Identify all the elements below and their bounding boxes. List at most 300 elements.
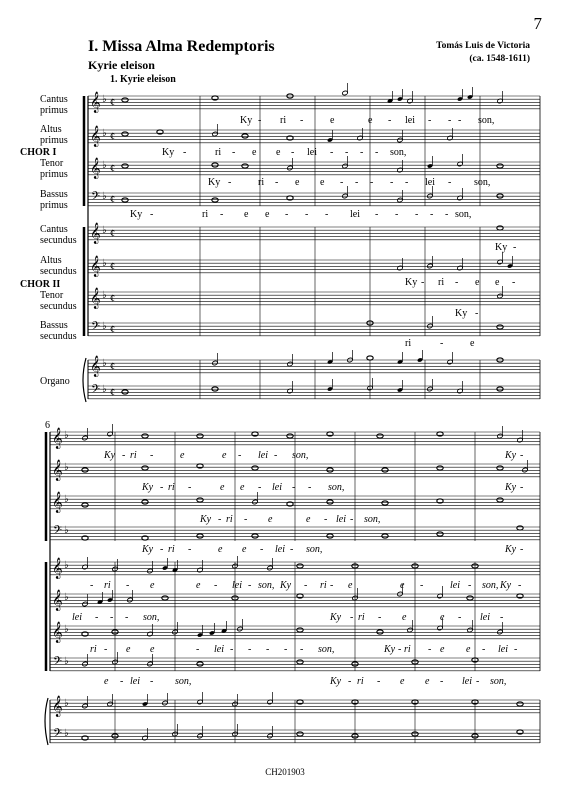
lyric-syllable: - [350,612,354,623]
lyric-syllable: e [400,676,405,687]
key-signature-flat: ♭ [64,430,69,441]
lyric-syllable: e [368,115,373,126]
lyric-syllable: - [244,514,248,525]
lyric-syllable: - [292,482,296,493]
note-whole [382,534,388,538]
lyric-syllable: - [448,115,452,126]
lyric-syllable: ri [404,644,411,655]
lyric-syllable: e [276,147,281,158]
staff-system1-organ-bass [88,386,540,399]
lyric-syllable: ri [226,514,233,525]
lyric-syllable: son, [455,209,472,220]
lyric-syllable: lei [275,544,285,555]
lyric-syllable: - [284,644,288,655]
staff-system1-voice-2 [88,130,540,143]
note-whole [142,466,148,470]
lyric-syllable: - [428,115,432,126]
lyric-syllable: - [238,450,242,461]
voice-label-tenor-secundus: Tenor secundus [40,290,77,312]
lyric-syllable: ri [405,338,412,349]
lyric-syllable: lei [214,644,224,655]
lyric-syllable: Ky [455,308,468,319]
lyric-syllable: - [458,612,462,623]
note-whole [297,628,303,632]
lyric-syllable: e [348,580,353,591]
lyric-syllable: - [258,482,262,493]
note-whole [497,164,503,168]
lyric-syllable: ri [168,544,175,555]
lyric-syllable: - [445,209,449,220]
key-signature-flat: ♭ [102,225,107,236]
lyric-syllable: - [355,177,359,188]
note-whole [212,198,218,202]
lyric-syllable: ri [320,580,327,591]
lyric-syllable: ri [258,177,265,188]
composer-name: Tomás Luis de Victoria [436,41,530,51]
measure-number: 6 [45,420,50,431]
lyric-syllable: son, [482,580,499,591]
lyric-syllable: lei [462,676,472,687]
lyric-syllable: e [440,644,445,655]
lyric-syllable: - [330,147,334,158]
lyric-syllable: e [220,482,225,493]
lyric-syllable: e [425,676,430,687]
lyric-syllable: Ky [142,482,154,493]
time-signature: ¢ [110,261,115,273]
time-signature: ¢ [110,387,115,399]
lyric-syllable: son, [175,676,192,687]
lyric-syllable: ri [202,209,209,220]
lyric-syllable: Ky [505,544,517,555]
lyric-syllable: Ky [240,115,253,126]
treble-clef-icon: 𝄞 [90,126,101,147]
note-whole [252,534,258,538]
lyric-syllable: lei [232,580,242,591]
key-signature-flat: ♭ [102,258,107,269]
lyric-syllable: Ky [142,544,154,555]
lyric-syllable: lei [272,482,282,493]
lyric-syllable: - [291,147,295,158]
treble-clef-icon: 𝄞 [90,158,101,179]
lyric-syllable: - [375,147,379,158]
lyric-syllable: - [150,209,154,220]
lyric-syllable: - [120,676,124,687]
note-whole [367,356,373,360]
lyric-syllable: - [90,580,94,591]
lyric-syllable: lei [480,612,490,623]
note-whole [142,500,148,504]
staff-system1-voice-1 [88,96,540,109]
lyric-syllable: ri [280,115,287,126]
staff-system1-voice-3 [88,162,540,175]
key-signature-flat: ♭ [64,525,69,536]
note-whole [242,134,248,138]
lyric-syllable: son, [328,482,345,493]
lyric-syllable: - [476,676,480,687]
note-whole [297,660,303,664]
lyric-syllable: e [466,644,471,655]
lyric-syllable: Ky [130,209,143,220]
time-signature: ¢ [110,194,115,206]
time-signature: ¢ [110,361,115,373]
lyric-syllable: ri [438,277,445,288]
voice-label-tenor-primus: Tenor primus [40,158,68,180]
staff-system1-voice-4 [88,193,540,206]
lyric-syllable: - [125,612,129,623]
lyric-syllable: e [330,115,335,126]
note-whole [467,596,473,600]
lyric-syllable: - [248,580,252,591]
lyric-syllable: son, [258,580,275,591]
lyric-syllable: - [330,580,334,591]
lyric-syllable: e [222,450,227,461]
lyric-syllable: - [398,644,402,655]
lyric-syllable: - [160,482,164,493]
treble-clef-icon: 𝄞 [52,492,63,513]
lyric-syllable: Ky [200,514,212,525]
note-whole [142,434,148,438]
bass-clef-icon: 𝄢 [91,383,101,399]
lyric-syllable: Ky [505,482,517,493]
lyric-syllable: son, [490,676,507,687]
lyric-syllable: - [340,177,344,188]
treble-clef-icon: 𝄞 [52,558,63,579]
key-signature-flat: ♭ [64,462,69,473]
lyric-syllable: Ky [104,450,116,461]
lyric-syllable: - [375,209,379,220]
lyric-syllable: ri [358,612,365,623]
key-signature-flat: ♭ [102,358,107,369]
key-signature-flat: ♭ [64,624,69,635]
lyric-syllable: - [520,482,524,493]
treble-clef-icon: 𝄞 [52,696,63,717]
note-whole [327,534,333,538]
note-whole [497,325,503,329]
lyric-syllable: - [183,147,187,158]
lyric-syllable: lei [130,676,140,687]
lyric-syllable: son, [292,450,309,461]
lyric-syllable: e [242,544,247,555]
lyric-syllable: ri [130,450,137,461]
lyric-syllable: Ky [330,676,342,687]
lyric-syllable: - [188,482,192,493]
lyric-syllable: - [421,277,425,288]
lyric-syllable: e [150,644,155,655]
time-signature: ¢ [110,228,115,240]
lyric-syllable: - [274,450,278,461]
staff-system1-voice-8 [88,323,540,336]
lyric-syllable: Ky [500,580,512,591]
treble-clef-icon: 𝄞 [90,356,101,377]
note-whole [197,534,203,538]
subsection-heading: 1. Kyrie eleison [110,74,176,85]
lyric-syllable: - [518,580,522,591]
lyric-syllable: - [395,209,399,220]
choir-label-1: CHOR I [20,147,57,158]
treble-clef-icon: 𝄞 [52,590,63,611]
staff-system1-voice-5 [88,227,540,240]
lyric-syllable: lei [450,580,460,591]
lyric-syllable: - [290,544,294,555]
note-whole [497,466,503,470]
time-signature: ¢ [110,131,115,143]
note-whole [497,498,503,502]
lyric-syllable: - [228,177,232,188]
lyric-syllable: - [405,177,409,188]
treble-clef-icon: 𝄞 [90,288,101,309]
note-whole [297,564,303,568]
note-whole [122,132,128,136]
key-signature-flat: ♭ [64,592,69,603]
lyric-syllable: - [500,612,504,623]
note-whole [82,503,88,507]
lyric-syllable: lei [72,612,82,623]
lyric-syllable: - [150,676,154,687]
lyric-syllable: lei [425,177,435,188]
lyric-syllable: son, [478,115,495,126]
lyric-syllable: Ky [280,580,292,591]
lyric-syllable: - [110,612,114,623]
lyric-syllable: e [470,338,475,349]
key-signature-flat: ♭ [102,191,107,202]
lyric-syllable: lei [405,115,415,126]
key-signature-flat: ♭ [64,494,69,505]
note-whole [122,98,128,102]
lyric-syllable: ri [168,482,175,493]
lyric-syllable: e [495,277,500,288]
note-whole [382,468,388,472]
lyric-syllable: - [285,209,289,220]
catalog-number: CH201903 [265,767,305,777]
voice-label-bassus-primus: Bassus primus [40,189,68,211]
lyric-syllable: - [325,209,329,220]
organ-brace [45,698,48,745]
note-whole [377,630,383,634]
note-whole [327,468,333,472]
lyric-syllable: - [415,209,419,220]
lyric-syllable: - [448,177,452,188]
lyric-syllable: e [320,177,325,188]
lyric-syllable: - [160,544,164,555]
lyric-syllable: - [122,450,126,461]
page-number: 7 [533,14,542,33]
lyric-syllable: e [180,450,185,461]
lyric-syllable: lei [498,644,508,655]
lyric-syllable: Ky [330,612,342,623]
lyric-syllable: - [188,544,192,555]
lyric-syllable: Ky [162,147,175,158]
lyric-syllable: - [345,147,349,158]
note-whole [382,501,388,505]
key-signature-flat: ♭ [102,128,107,139]
note-whole [197,662,203,666]
lyric-syllable: ri [90,644,97,655]
lyric-syllable: - [455,277,459,288]
lyric-syllable: - [258,115,262,126]
staff-system1-voice-6 [88,260,540,273]
time-signature: ¢ [110,163,115,175]
treble-clef-icon: 𝄞 [90,92,101,113]
lyric-syllable: - [348,676,352,687]
note-whole [162,596,168,600]
lyric-syllable: - [388,115,392,126]
bass-clef-icon: 𝄢 [53,524,63,540]
lyric-syllable: - [232,147,236,158]
bass-clef-icon: 𝄢 [53,655,63,671]
lyric-syllable: - [514,644,518,655]
treble-clef-icon: 𝄞 [52,428,63,449]
time-signature: ¢ [110,324,115,336]
lyric-syllable: son, [390,147,407,158]
lyric-syllable: e [218,544,223,555]
lyric-syllable: - [104,644,108,655]
lyric-syllable: - [440,676,444,687]
note-whole [377,434,383,438]
lyric-syllable: e [252,147,257,158]
staff-system1-voice-7 [88,292,540,305]
choir-label-2: CHOR II [20,279,61,290]
note-whole [82,468,88,472]
lyric-syllable: - [458,115,462,126]
lyric-syllable: - [95,612,99,623]
composer-dates: (ca. 1548-1611) [469,54,530,64]
lyric-syllable: lei [336,514,346,525]
bass-clef-icon: 𝄢 [53,727,63,743]
lyric-syllable: - [378,612,382,623]
lyric-syllable: e [402,612,407,623]
lyric-syllable: - [266,644,270,655]
lyric-syllable: lei [307,147,317,158]
page-title: I. Missa Alma Redemptoris [88,38,275,55]
note-whole [197,498,203,502]
lyric-syllable: - [196,644,200,655]
note-whole [122,390,128,394]
staff-system1-organ-treble [88,360,540,373]
voice-label-altus-secundus: Altus secundus [40,255,77,277]
lyric-syllable: ri [357,676,364,687]
time-signature: ¢ [110,293,115,305]
lyric-syllable: son, [143,612,160,623]
lyric-syllable: e [150,580,155,591]
treble-clef-icon: 𝄞 [90,256,101,277]
note-whole [287,434,293,438]
note-whole [517,702,523,706]
lyric-syllable: - [428,644,432,655]
note-whole [122,164,128,168]
lyric-syllable: - [377,676,381,687]
lyric-syllable: son, [474,177,491,188]
lyric-syllable: - [475,308,479,319]
voice-label-altus-primus: Altus primus [40,124,68,146]
treble-clef-icon: 𝄞 [52,460,63,481]
lyric-syllable: e [240,482,245,493]
note-whole [327,500,333,504]
key-signature-flat: ♭ [102,94,107,105]
lyric-syllable: e [126,644,131,655]
lyric-syllable: - [230,644,234,655]
lyric-syllable: e [196,580,201,591]
note-whole [197,434,203,438]
lyric-syllable: ri [215,147,222,158]
lyric-syllable: Ky [384,644,396,655]
lyric-syllable: lei [350,209,360,220]
treble-clef-icon: 𝄞 [52,622,63,643]
lyric-syllable: e [244,209,249,220]
lyric-syllable: - [513,242,517,253]
lyric-syllable: ri [104,580,111,591]
lyric-syllable: - [350,514,354,525]
lyric-syllable: lei [258,450,268,461]
lyric-syllable: e [104,676,109,687]
key-signature-flat: ♭ [102,160,107,171]
lyric-syllable: - [520,450,524,461]
lyric-syllable: Ky [505,450,517,461]
lyric-syllable: e [475,277,480,288]
lyric-syllable: son, [364,514,381,525]
key-signature-flat: ♭ [102,384,107,395]
lyric-syllable: - [220,209,224,220]
key-signature-flat: ♭ [64,728,69,739]
lyric-syllable: - [214,580,218,591]
voice-label-bassus-secundus: Bassus secundus [40,320,77,342]
organ-label: Organo [40,376,70,387]
lyric-syllable: e [400,580,405,591]
lyric-syllable: son, [306,544,323,555]
lyric-syllable: - [304,580,308,591]
section-heading: Kyrie eleison [88,58,155,72]
lyric-syllable: - [520,544,524,555]
lyric-syllable: e [268,514,273,525]
lyric-syllable: - [512,277,516,288]
lyric-syllable: - [430,209,434,220]
lyric-syllable: son, [318,644,335,655]
lyric-syllable: - [300,644,304,655]
lyric-syllable: - [248,644,252,655]
key-signature-flat: ♭ [102,321,107,332]
bass-clef-icon: 𝄢 [91,320,101,336]
lyric-syllable: Ky [405,277,418,288]
time-signature: ¢ [110,97,115,109]
key-signature-flat: ♭ [102,290,107,301]
treble-clef-icon: 𝄞 [90,223,101,244]
lyric-syllable: - [300,115,304,126]
lyric-syllable: - [126,580,130,591]
note-whole [437,466,443,470]
lyric-syllable: - [420,580,424,591]
note-whole [517,526,523,530]
note-whole [497,226,503,230]
lyric-syllable: - [324,514,328,525]
lyric-syllable: Ky [208,177,221,188]
lyric-syllable: - [150,450,154,461]
note-whole [122,198,128,202]
lyric-syllable: e [295,177,300,188]
key-signature-flat: ♭ [64,656,69,667]
note-whole [242,164,248,168]
lyric-syllable: - [360,147,364,158]
lyric-syllable: - [482,644,486,655]
organ-brace [83,358,86,402]
lyric-syllable: - [275,177,279,188]
note-whole [437,532,443,536]
bass-clef-icon: 𝄢 [91,190,101,206]
lyric-syllable: - [218,514,222,525]
lyric-syllable: - [305,209,309,220]
lyric-syllable: Ky [495,242,508,253]
voice-label-cantus-secundus: Cantus secundus [40,224,77,246]
note-whole [252,466,258,470]
lyric-syllable: - [308,482,312,493]
